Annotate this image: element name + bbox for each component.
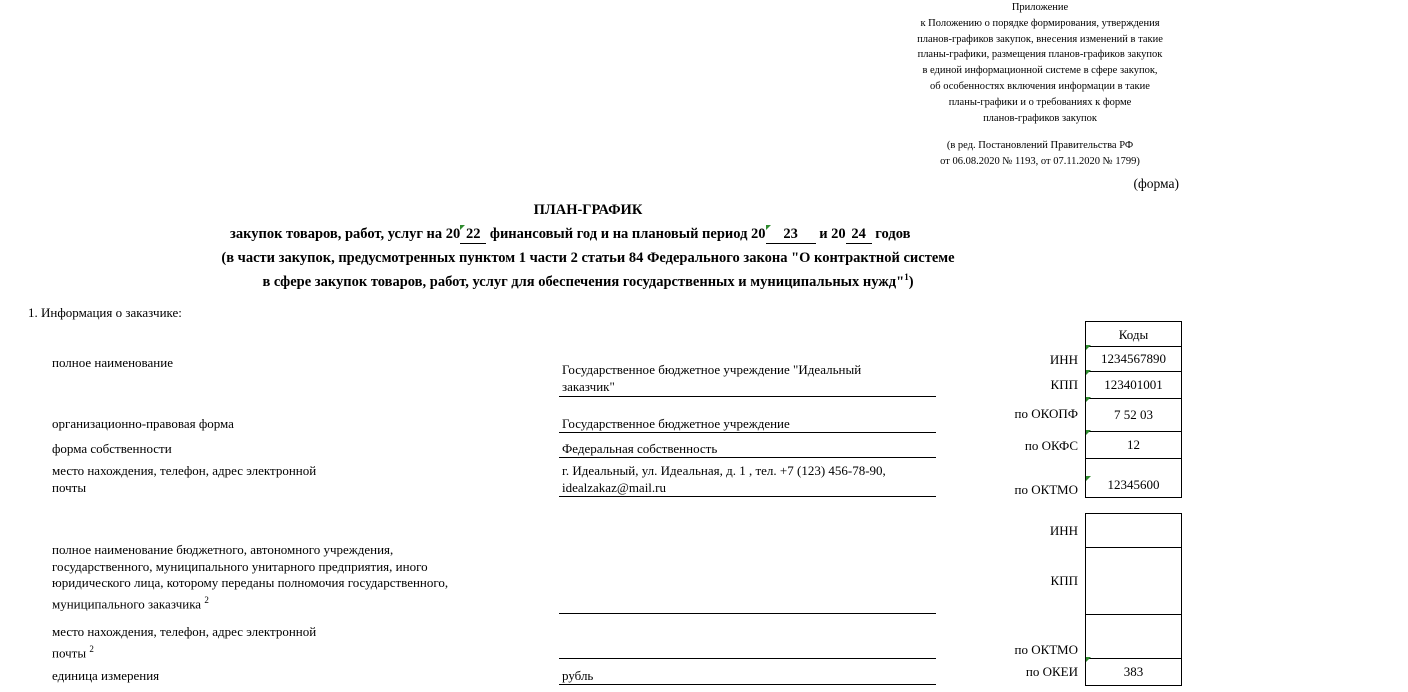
title-text: в сфере закупок товаров, работ, услуг для обеспечения государственных и муниципальных нужд" (262, 273, 905, 290)
footnote-mark: 2 (89, 643, 94, 654)
underline (559, 684, 936, 685)
ownership-label: форма собственности (52, 441, 172, 456)
year-field-current[interactable]: 22 (460, 226, 486, 244)
label-line (52, 641, 316, 662)
annex-line: об особенностях включения информации в такие (930, 80, 1150, 92)
inn-code-cell[interactable] (1085, 346, 1182, 372)
annex-line: планы-графики и о требованиях к форме (948, 96, 1132, 108)
title-text: закупок товаров, работ, услуг на 20 (230, 226, 461, 242)
okfs-code-cell[interactable] (1085, 431, 1182, 459)
label-line: полное наименование бюджетного, автономного учреждения, (52, 542, 394, 557)
inn2-code-cell[interactable] (1085, 513, 1182, 548)
redaction-line: (в ред. Постановлений Правительства РФ (946, 140, 1134, 151)
document-title: ПЛАН-ГРАФИК (533, 202, 643, 218)
annex-line: к Положению о порядке формирования, утверждения (920, 17, 1160, 29)
annex-line: планов-графиков закупок, внесения изменений в такие (917, 33, 1163, 45)
annex-header (880, 0, 1200, 126)
okfs-code-value: 12 (1086, 431, 1181, 459)
kpp-code-value: 123401001 (1086, 371, 1181, 399)
oktmo2-label: по ОКТМО (1014, 642, 1078, 657)
redaction-note (880, 138, 1200, 170)
label-line: место нахождения, телефон, адрес электронной (52, 624, 317, 639)
underline (559, 496, 936, 497)
kpp2-label: КПП (1050, 573, 1078, 588)
okopf-code-cell[interactable] (1085, 398, 1182, 432)
okopf-code-value: 7 52 03 (1086, 398, 1181, 432)
delegate-name-label (52, 542, 448, 612)
annex-line: планов-графиков закупок (983, 112, 1097, 124)
inn2-label: ИНН (1049, 523, 1078, 538)
annex-line: планы-графики, размещения планов-графиков закупок (917, 49, 1163, 61)
label-line: почты (52, 479, 87, 495)
form-label: (форма) (1133, 176, 1179, 191)
value-line: г. Идеальный, ул. Идеальная, д. 1 , тел. +7 (123) 456-78-90, (562, 463, 886, 478)
label-line: юридического лица, которому переданы полномочия государственного, (52, 575, 449, 590)
location-value[interactable] (562, 463, 886, 496)
unit-label: единица измерения (52, 668, 160, 683)
okopf-label: по ОКОПФ (1014, 406, 1078, 421)
title-text: ) (908, 273, 914, 290)
footnote-mark: 2 (204, 594, 209, 605)
delegate-location-field[interactable] (559, 658, 936, 659)
oktmo2-code-cell[interactable] (1085, 614, 1182, 659)
oktmo-code-cell[interactable] (1085, 458, 1182, 498)
codes-header: Коды (1085, 321, 1182, 347)
underline (559, 457, 936, 458)
redaction-line: от 06.08.2020 № 1193, от 07.11.2020 № 1799) (940, 155, 1140, 167)
full-name-label: полное наименование (52, 355, 173, 370)
okei-code-value: 383 (1086, 658, 1181, 686)
kpp2-code-cell[interactable] (1085, 547, 1182, 615)
title-text: и 20 (815, 226, 846, 242)
delegate-location-label (52, 624, 316, 661)
underline (559, 396, 936, 397)
okfs-label: по ОКФС (1024, 438, 1078, 453)
unit-value[interactable]: рубль (562, 668, 594, 683)
org-form-label: организационно-правовая форма (52, 416, 234, 431)
inn-code-value: 1234567890 (1086, 346, 1181, 372)
label-line: место нахождения, телефон, адрес электронной (52, 463, 317, 478)
full-name-value[interactable] (562, 362, 861, 395)
title-text: годов (871, 226, 911, 242)
label-line (52, 592, 448, 613)
title-period-line (230, 226, 910, 244)
kpp-code-cell[interactable] (1085, 371, 1182, 399)
oktmo-code-value: 12345600 (1086, 477, 1181, 493)
kpp-label: КПП (1050, 377, 1078, 392)
title-subline-2 (0, 272, 1176, 291)
value-line: idealzakaz@mail.ru (562, 479, 666, 495)
title-text: финансовый год и на плановый период 20 (486, 226, 766, 242)
year-field-plan2[interactable]: 24 (846, 226, 872, 244)
inn-label: ИНН (1049, 352, 1078, 367)
annex-line: Приложение (1011, 2, 1069, 13)
oktmo-label: по ОКТМО (1014, 482, 1078, 497)
section-heading: 1. Информация о заказчике: (28, 305, 182, 320)
value-line: заказчик" (562, 378, 615, 394)
footnote-mark: 1 (904, 272, 909, 282)
underline (559, 432, 936, 433)
org-form-value[interactable]: Государственное бюджетное учреждение (562, 416, 790, 431)
ownership-value[interactable]: Федеральная собственность (562, 441, 718, 456)
year-field-plan1[interactable]: 23 (766, 226, 816, 244)
label-text: муниципального заказчика (52, 595, 202, 611)
okei-code-cell[interactable] (1085, 658, 1182, 686)
okei-label: по ОКЕИ (1025, 664, 1078, 679)
title-subline: (в части закупок, предусмотренных пунктом 1 части 2 статьи 84 Федерального закона "О контрактной системе (221, 250, 955, 266)
label-line: государственного, муниципального унитарного предприятия, иного (52, 558, 428, 574)
value-line: Государственное бюджетное учреждение "Идеальный (562, 362, 862, 377)
delegate-name-field[interactable] (559, 613, 936, 614)
annex-line: в единой информационной системе в сфере закупок, (922, 65, 1158, 77)
label-text: почты (52, 644, 87, 660)
location-label (52, 463, 316, 496)
